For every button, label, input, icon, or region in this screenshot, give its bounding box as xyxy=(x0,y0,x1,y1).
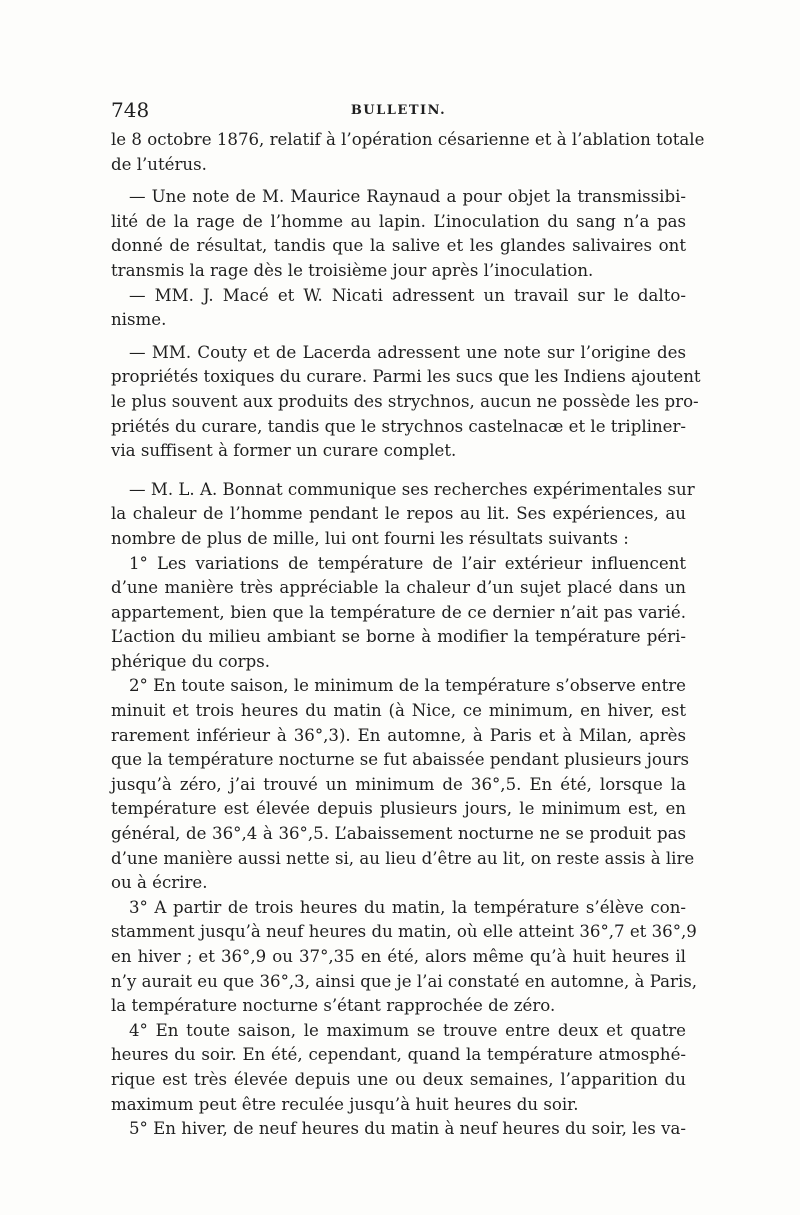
text-line: maximum peut être reculée jusqu’à huit heures du soir. xyxy=(111,1094,579,1114)
text-line: — MM. J. Macé et W. Nicati adressent un travail sur le dalto- xyxy=(129,285,686,305)
text-line: transmis la rage dès le troisième jour après l’inoculation. xyxy=(111,260,594,280)
text-line: minuit et trois heures du matin (à Nice, ce minimum, en hiver, est xyxy=(111,701,686,721)
paragraph-rage-note xyxy=(111,185,686,283)
text-line: 4° En toute saison, le maximum se trouve entre deux et quatre xyxy=(129,1020,686,1040)
text-line: le plus souvent aux produits des strychnos, aucun ne possède les pro- xyxy=(111,391,699,411)
text-line: heures du soir. En été, cependant, quand la température atmosphé- xyxy=(111,1045,686,1065)
text-line: d’une manière très appréciable la chaleur d’un sujet placé dans un xyxy=(111,578,686,598)
paragraph-result-1 xyxy=(111,552,686,675)
text-line: jusqu’à zéro, j’ai trouvé un minimum de 36°,5. En été, lorsque la xyxy=(111,774,686,794)
text-line: — MM. Couty et de Lacerda adressent une note sur l’origine des xyxy=(129,342,686,362)
text-line: la température nocturne s’étant rapprochée de zéro. xyxy=(111,996,556,1016)
paragraph-result-5 xyxy=(111,1117,686,1142)
text-line: température est élevée depuis plusieurs jours, le minimum est, en xyxy=(111,799,686,819)
text-line: ou à écrire. xyxy=(111,873,208,893)
text-line: 3° A partir de trois heures du matin, la température s’élève con- xyxy=(129,897,686,917)
text-line: nombre de plus de mille, lui ont fourni les résultats suivants : xyxy=(111,528,629,548)
text-line: via suffisent à former un curare complet. xyxy=(111,441,457,461)
paragraph-result-2 xyxy=(111,674,695,895)
text-line: — M. L. A. Bonnat communique ses recherches expérimentales sur xyxy=(129,479,695,499)
text-line: le 8 octobre 1876, relatif à l’opération césarienne et à l’ablation totale xyxy=(111,130,705,149)
text-line: en hiver ; et 36°,9 ou 37°,35 en été, alors même qu’à huit heures il xyxy=(111,947,686,966)
running-title: BULLETIN. xyxy=(350,103,447,118)
page-number: 748 xyxy=(111,98,150,122)
text-line: n’y aurait eu que 36°,3, ainsi que je l’ai constaté en automne, à Paris, xyxy=(111,971,698,991)
paragraph-result-4 xyxy=(111,1019,686,1117)
text-line: donné de résultat, tandis que la salive et les glandes salivaires ont xyxy=(111,236,686,256)
text-line: 1° Les variations de température de l’air extérieur influencent xyxy=(129,553,686,573)
body-text xyxy=(111,128,705,1142)
text-line: appartement, bien que la température de ce dernier n’ait pas varié. xyxy=(111,602,686,622)
text-line: priétés du curare, tandis que le strychnos castelnacæ et le tripliner- xyxy=(111,416,686,436)
paragraph-result-3 xyxy=(111,896,698,1019)
paragraph-bonnat-intro xyxy=(111,478,695,552)
text-line: rique est très élevée depuis une ou deux semaines, l’apparition du xyxy=(111,1069,686,1089)
text-line: général, de 36°,4 à 36°,5. L’abaissement nocturne ne se produit pas xyxy=(111,824,686,844)
text-line: 5° En hiver, de neuf heures du matin à neuf heures du soir, les va- xyxy=(129,1119,686,1139)
page-header xyxy=(111,98,686,124)
text-line: L’action du milieu ambiant se borne à modifier la température péri- xyxy=(111,627,686,647)
text-line: — Une note de M. Maurice Raynaud a pour objet la transmissibi- xyxy=(129,187,686,207)
text-line: nisme. xyxy=(111,310,167,330)
spacer xyxy=(111,333,686,341)
paragraph-curare-note xyxy=(111,341,701,464)
text-line: stamment jusqu’à neuf heures du matin, où elle atteint 36°,7 et 36°,9 xyxy=(111,922,697,942)
text-line: que la température nocturne se fut abaissée pendant plusieurs jours xyxy=(111,750,690,770)
paragraph-caesarean-note xyxy=(111,128,705,177)
text-line: propriétés toxiques du curare. Parmi les sucs que les Indiens ajoutent xyxy=(111,367,701,387)
spacer xyxy=(111,464,686,478)
text-line: phérique du corps. xyxy=(111,651,270,671)
text-line: la chaleur de l’homme pendant le repos au lit. Ses expériences, au xyxy=(111,504,686,524)
paragraph-daltonisme-note xyxy=(111,284,686,333)
text-line: d’une manière aussi nette si, au lieu d’être au lit, on reste assis à lire xyxy=(111,848,695,868)
spacer xyxy=(111,177,686,185)
text-line: lité de la rage de l’homme au lapin. L’inoculation du sang n’a pas xyxy=(111,211,686,231)
text-line: 2° En toute saison, le minimum de la température s’observe entre xyxy=(129,676,686,696)
text-line: de l’utérus. xyxy=(111,154,207,174)
text-line: rarement inférieur à 36°,3). En automne, à Paris et à Milan, après xyxy=(111,725,686,745)
